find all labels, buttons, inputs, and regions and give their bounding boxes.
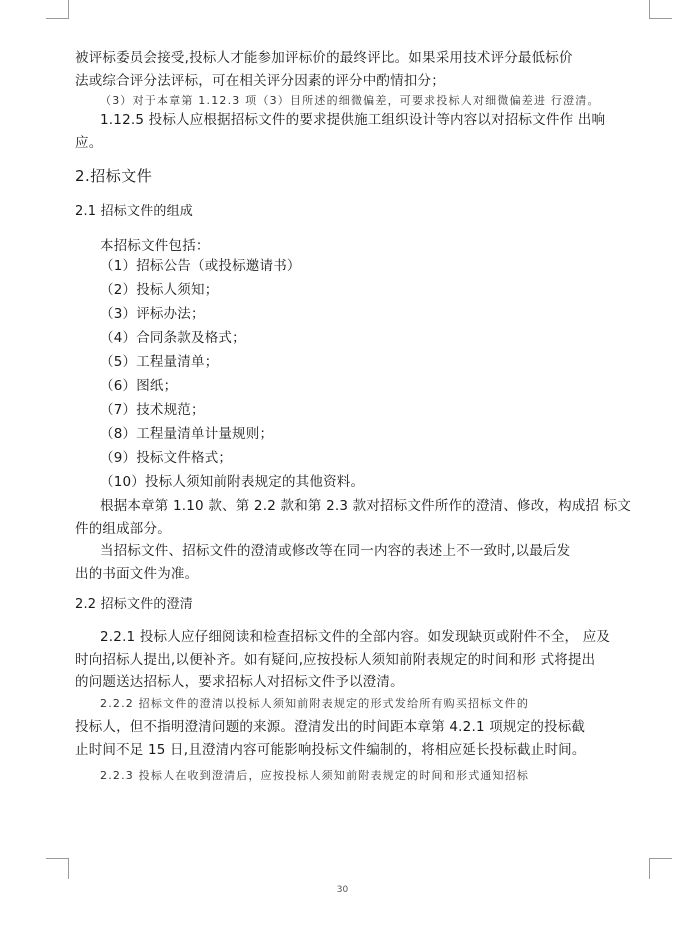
list-item: （6）图纸； (100, 378, 178, 394)
page-number: 30 (336, 885, 349, 895)
list-item: （7）技术规范； (100, 402, 205, 418)
list-item: （9）投标文件格式； (100, 450, 233, 466)
list-item: （5）工程量清单； (100, 354, 219, 370)
list-item: （10）投标人须知前附表规定的其他资料。 (100, 474, 365, 490)
text-line: 当招标文件、招标文件的澄清或修改等在同一内容的表述上不一致时,以最后发 (100, 543, 571, 559)
list-item: （2）投标人须知； (100, 282, 219, 298)
subsection-heading: 2.2 招标文件的澄清 (75, 597, 194, 612)
text-line: 2.2.1 投标人应仔细阅读和检查招标文件的全部内容。如发现缺页或附件不全， 应及 (100, 629, 611, 645)
text-line: 的问题送达招标人，要求招标人对招标文件予以澄清。 (75, 674, 404, 690)
text-line: （3）对于本章第 1.12.3 项（3）目所述的细微偏差，可要求投标人对细微偏差进 行澄清。 (100, 94, 600, 107)
text-line: 1.12.5 投标人应根据招标文件的要求提供施工组织设计等内容以对招标文件作 出响 (100, 112, 606, 128)
text-line: 时向招标人提出,以便补齐。如有疑问,应按投标人须知前附表规定的时间和形 式将提出 (75, 652, 596, 668)
text-line: 2.2.3 投标人在收到澄清后，应按投标人须知前附表规定的时间和形式通知招标 (100, 769, 530, 782)
section-heading: 2.招标文件 (75, 167, 153, 185)
text-line: 应。 (75, 135, 103, 151)
text-line: 被评标委员会接受,投标人才能参加评标价的最终评比。如果采用技术评分最低标价 (75, 50, 573, 66)
text-line: 投标人，但不指明澄清问题的来源。澄清发出的时间距本章第 4.2.1 项规定的投标截 (75, 719, 586, 735)
list-intro: 本招标文件包括： (100, 238, 210, 254)
crop-mark-bottom-right (649, 858, 672, 879)
subsection-heading: 2.1 招标文件的组成 (75, 204, 194, 219)
crop-mark-top-right (649, 0, 672, 19)
text-line: 法或综合评分法评标，可在相关评分因素的评分中酌情扣分； (75, 73, 445, 89)
list-item: （3）评标办法； (100, 306, 205, 322)
list-item: （4）合同条款及格式； (100, 330, 246, 346)
text-line: 根据本章第 1.10 款、第 2.2 款和第 2.3 款对招标文件所作的澄清、修改，构成招 标文 (100, 498, 632, 514)
crop-mark-top-left (46, 0, 69, 19)
list-item: （1）招标公告（或投标邀请书） (100, 258, 301, 274)
text-line: 止时间不足 15 日,且澄清内容可能影响投标文件编制的，将相应延长投标截止时间。 (75, 742, 586, 758)
text-line: 2.2.2 招标文件的澄清以投标人须知前附表规定的形式发给所有购买招标文件的 (100, 697, 530, 710)
crop-mark-bottom-left (46, 858, 69, 879)
text-line: 件的组成部分。 (75, 521, 171, 537)
text-line: 出的书面文件为准。 (75, 566, 199, 582)
list-item: （8）工程量清单计量规则； (100, 426, 274, 442)
